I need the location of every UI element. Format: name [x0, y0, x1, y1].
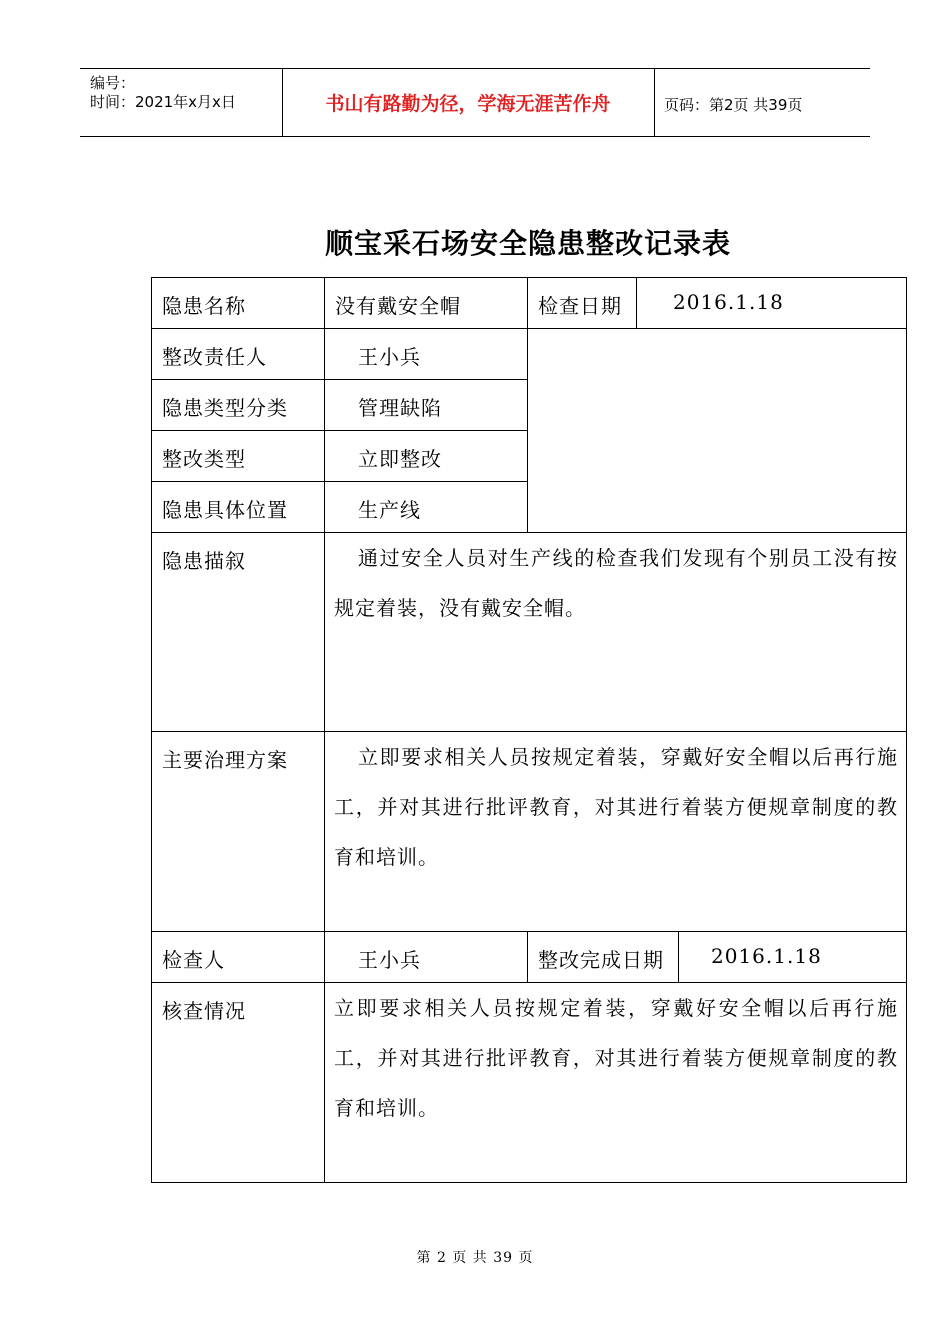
table-row	[152, 533, 907, 732]
document-title: 顺宝采石场安全隐患整改记录表	[324, 227, 731, 260]
completion-date-label: 整改完成日期	[538, 948, 664, 972]
header-time-label: 时间：2021年x月x日	[90, 93, 236, 111]
hazard-name-value-cell	[325, 278, 528, 329]
blank-merged-cell	[528, 329, 907, 533]
rectify-type-label: 整改类型	[162, 447, 246, 471]
location-label-cell	[152, 482, 325, 533]
plan-value-cell	[325, 732, 907, 932]
completion-date-value: 2016.1.18	[711, 944, 822, 968]
hazard-name-label: 隐患名称	[162, 294, 246, 318]
rectify-type-value-cell	[325, 431, 528, 482]
inspector-label: 检查人	[162, 948, 225, 972]
header-page-label: 页码：第2页 共39页	[664, 96, 803, 114]
header-bottom-rule	[80, 136, 870, 137]
hazard-category-label: 隐患类型分类	[162, 396, 288, 420]
responsible-value-cell	[325, 329, 528, 380]
header-number-label: 编号：	[90, 74, 136, 92]
table-row	[152, 983, 907, 1183]
location-label: 隐患具体位置	[162, 498, 288, 522]
page-footer: 第 2 页 共 39 页	[416, 1250, 534, 1266]
plan-value: 立即要求相关人员按规定着装，穿戴好安全帽以后再行施工，并对其进行批评教育，对其进行着装方便规章制度的教育和培训。	[334, 745, 899, 869]
verification-label-cell	[152, 983, 325, 1183]
verification-value: 立即要求相关人员按规定着装，穿戴好安全帽以后再行施工，并对其进行批评教育，对其进行着装方便规章制度的教育和培训。	[334, 996, 899, 1120]
description-value: 通过安全人员对生产线的检查我们发现有个别员工没有按规定着装，没有戴安全帽。	[334, 546, 899, 620]
table-row	[152, 732, 907, 932]
check-date-label-cell	[528, 278, 637, 329]
hazard-category-value: 管理缺陷	[358, 396, 442, 420]
hazard-category-value-cell	[325, 380, 528, 431]
responsible-label-cell	[152, 329, 325, 380]
responsible-label: 整改责任人	[162, 345, 267, 369]
location-value: 生产线	[358, 498, 421, 522]
hazard-category-label-cell	[152, 380, 325, 431]
description-label-cell	[152, 533, 325, 732]
rectify-type-value: 立即整改	[358, 447, 442, 471]
verification-label: 核查情况	[162, 999, 246, 1023]
description-label: 隐患描叙	[162, 549, 246, 573]
check-date-label: 检查日期	[538, 294, 622, 318]
header-motto: 书山有路勤为径，学海无涯苦作舟	[325, 92, 611, 115]
inspector-value: 王小兵	[358, 948, 421, 972]
rectification-record-table	[151, 277, 907, 1183]
header-divider-right	[654, 68, 655, 136]
responsible-value: 王小兵	[358, 345, 421, 369]
rectify-type-label-cell	[152, 431, 325, 482]
verification-value-cell	[325, 983, 907, 1183]
hazard-name-value: 没有戴安全帽	[335, 294, 461, 318]
description-value-cell	[325, 533, 907, 732]
inspector-label-cell	[152, 932, 325, 983]
plan-label-cell	[152, 732, 325, 932]
check-date-value: 2016.1.18	[673, 290, 784, 314]
table-row	[152, 329, 907, 380]
check-date-value-cell	[637, 278, 907, 329]
table-row	[152, 278, 907, 329]
plan-label: 主要治理方案	[162, 748, 288, 772]
hazard-name-label-cell	[152, 278, 325, 329]
